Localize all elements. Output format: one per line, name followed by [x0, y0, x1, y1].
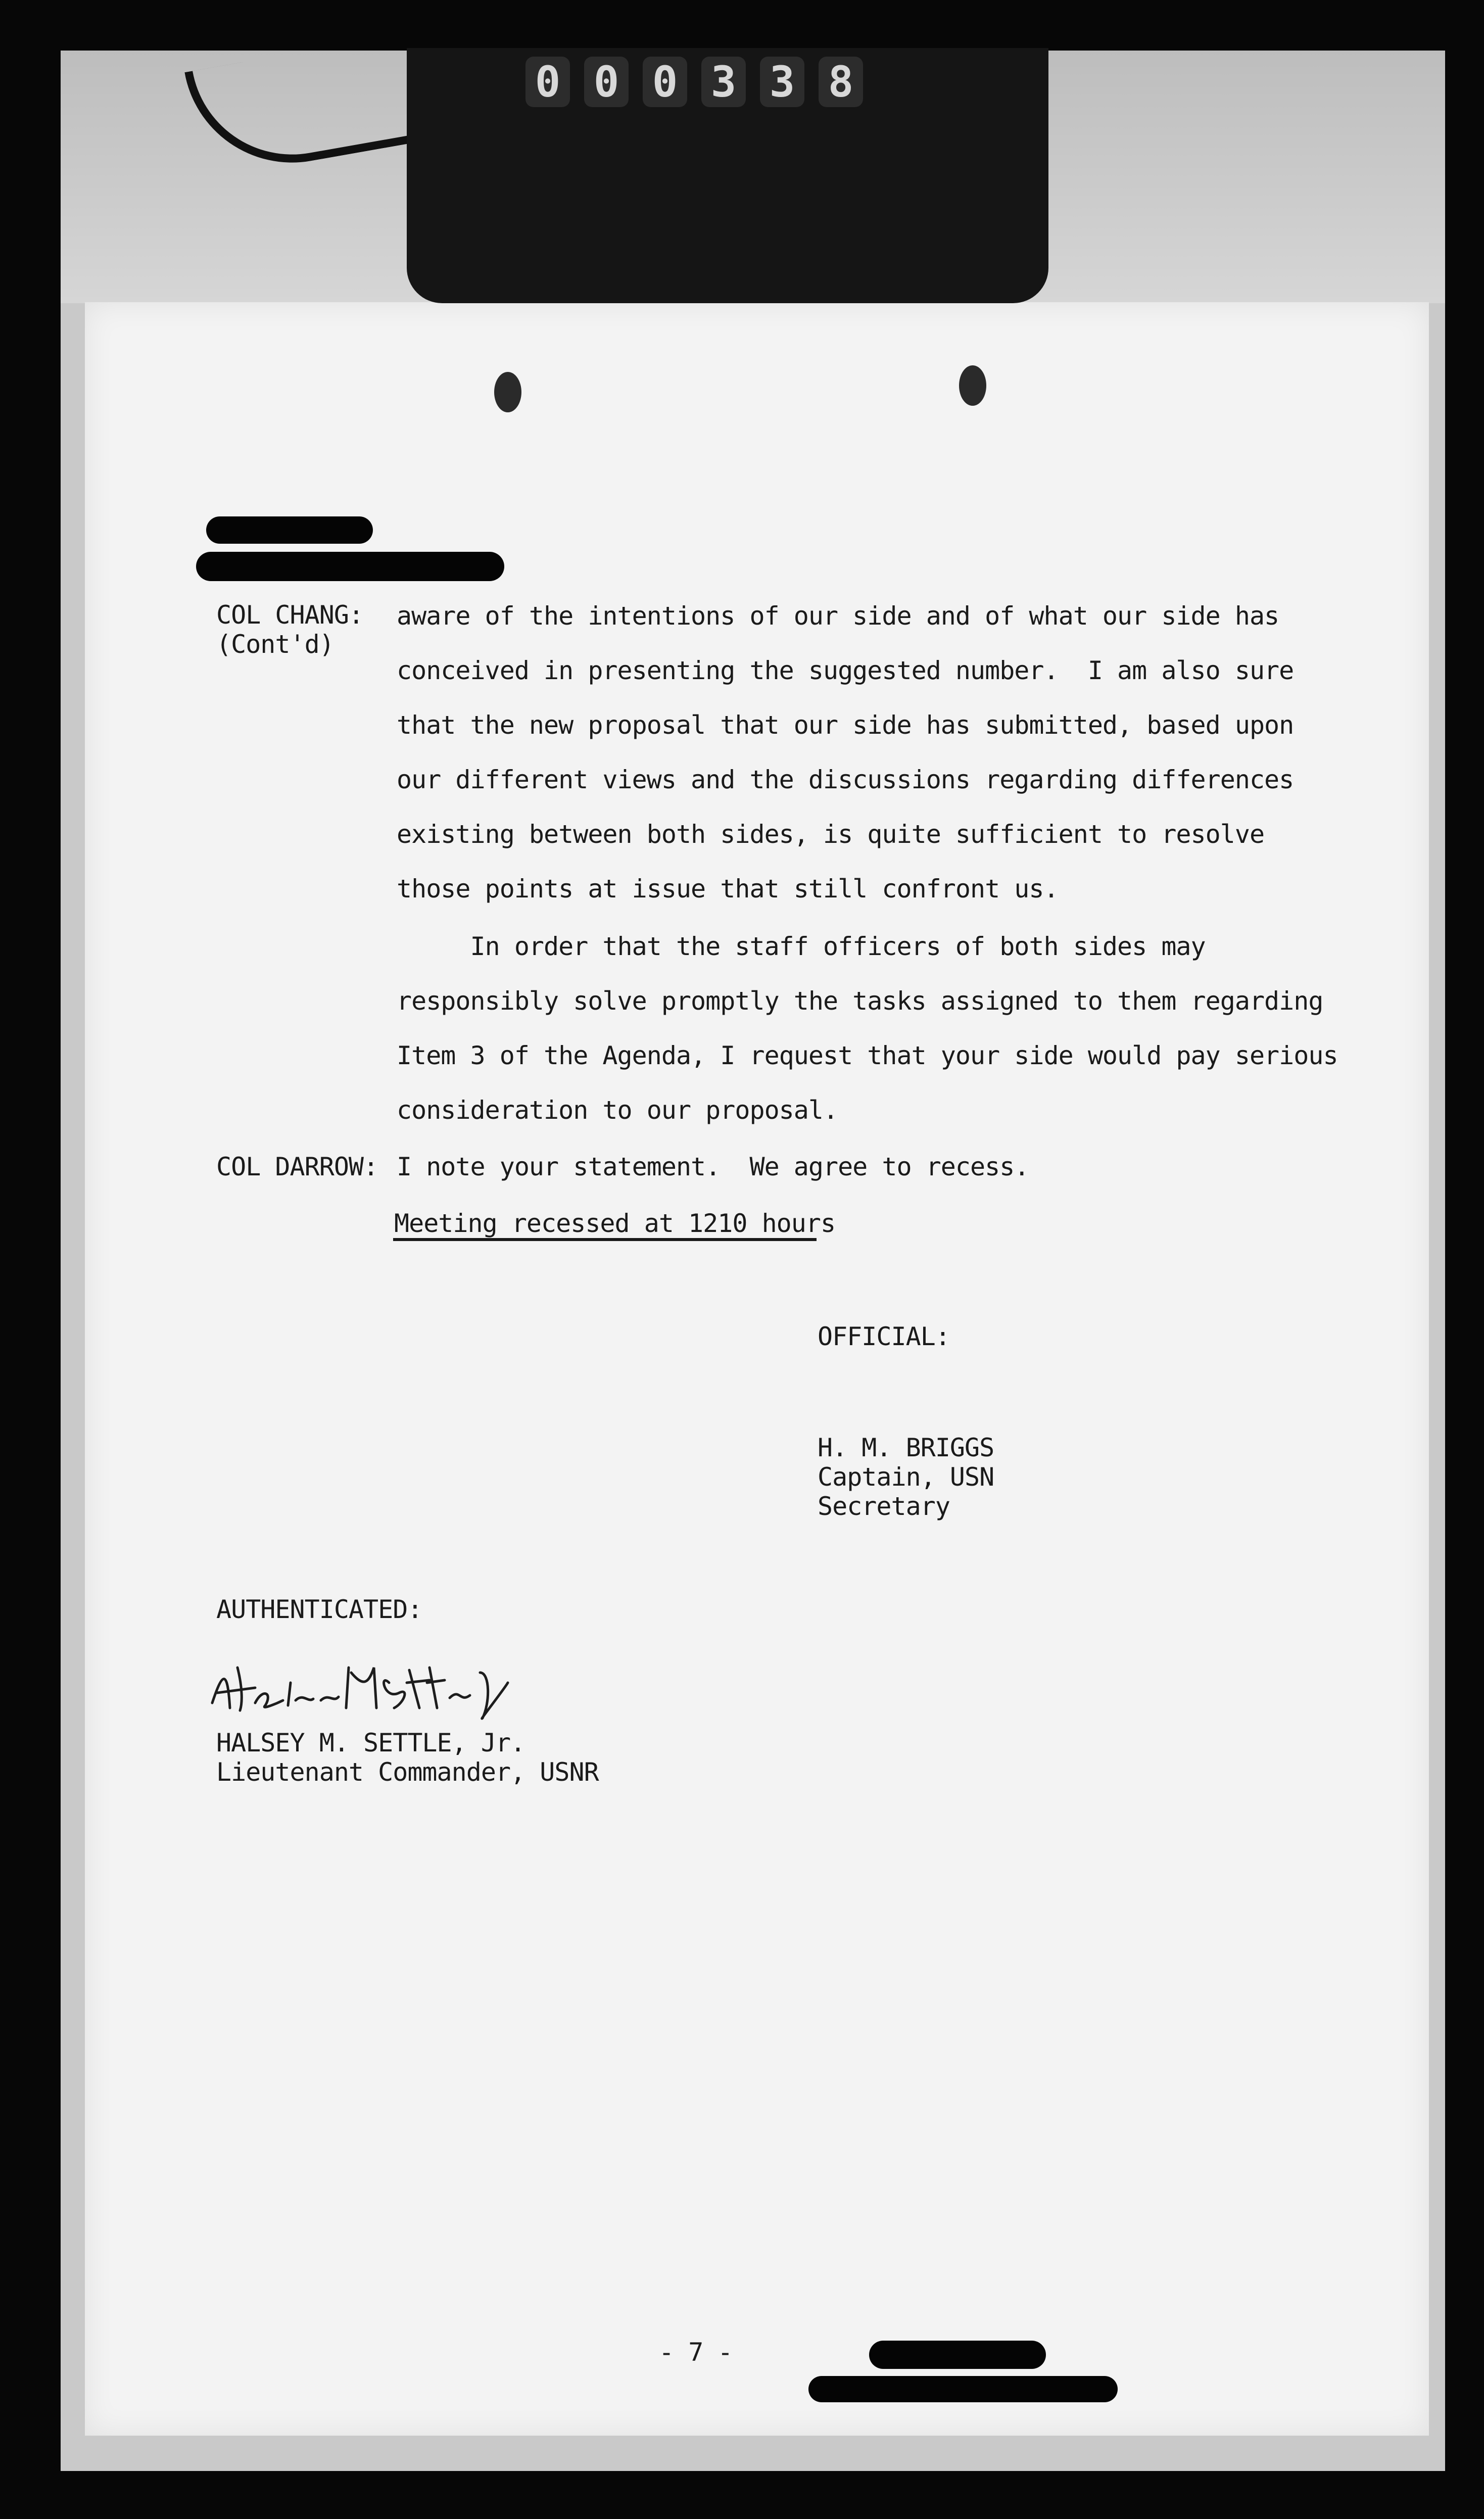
body-line: that the new proposal that our side has submitted, based upon — [397, 710, 1294, 740]
signature — [207, 1652, 510, 1723]
authenticated-name: HALSEY M. SETTLE, Jr. — [216, 1728, 525, 1757]
speaker-statement: I note your statement. We agree to recess. — [397, 1152, 1029, 1181]
body-line: existing between both sides, is quite sufficient to resolve — [397, 820, 1265, 849]
authenticated-rank: Lieutenant Commander, USNR — [216, 1757, 599, 1787]
body-line: In order that the staff officers of both sides may — [397, 932, 1206, 961]
authenticated-label: AUTHENTICATED: — [216, 1595, 422, 1624]
page-number: - 7 - — [659, 2338, 733, 2367]
counter-digit: 0 — [584, 57, 629, 107]
counter-digit: 3 — [701, 57, 746, 107]
punch-hole-right — [959, 365, 986, 406]
recess-underline — [393, 1238, 817, 1241]
official-rank: Captain, USN — [818, 1462, 994, 1492]
redaction-bar — [869, 2341, 1046, 2369]
punch-hole-left — [494, 372, 521, 412]
redaction-bar — [196, 552, 504, 581]
counter-digit: 8 — [819, 57, 863, 107]
counter-digit: 3 — [760, 57, 804, 107]
redaction-bar — [206, 516, 373, 544]
body-line: responsibly solve promptly the tasks assigned to them regarding — [397, 986, 1323, 1016]
body-line: consideration to our proposal. — [397, 1096, 838, 1125]
redaction-bar — [808, 2376, 1118, 2402]
speaker-cont: (Cont'd) — [216, 630, 334, 659]
body-line: our different views and the discussions regarding differences — [397, 765, 1294, 794]
body-line: Item 3 of the Agenda, I request that your side would pay serious — [397, 1041, 1338, 1070]
official-title: Secretary — [818, 1492, 950, 1521]
official-name: H. M. BRIGGS — [818, 1433, 994, 1462]
frame-counter-digits — [525, 57, 889, 112]
counter-digit: 0 — [525, 57, 570, 107]
speaker-name: COL CHANG: — [216, 600, 364, 630]
recess-note: Meeting recessed at 1210 hours — [394, 1209, 836, 1238]
body-line: those points at issue that still confront us. — [397, 874, 1059, 904]
body-line: aware of the intentions of our side and of what our side has — [397, 601, 1279, 631]
counter-digit: 0 — [643, 57, 687, 107]
official-label: OFFICIAL: — [818, 1322, 950, 1351]
speaker-name: COL DARROW: — [216, 1152, 378, 1181]
body-line: conceived in presenting the suggested number. I am also sure — [397, 656, 1294, 685]
